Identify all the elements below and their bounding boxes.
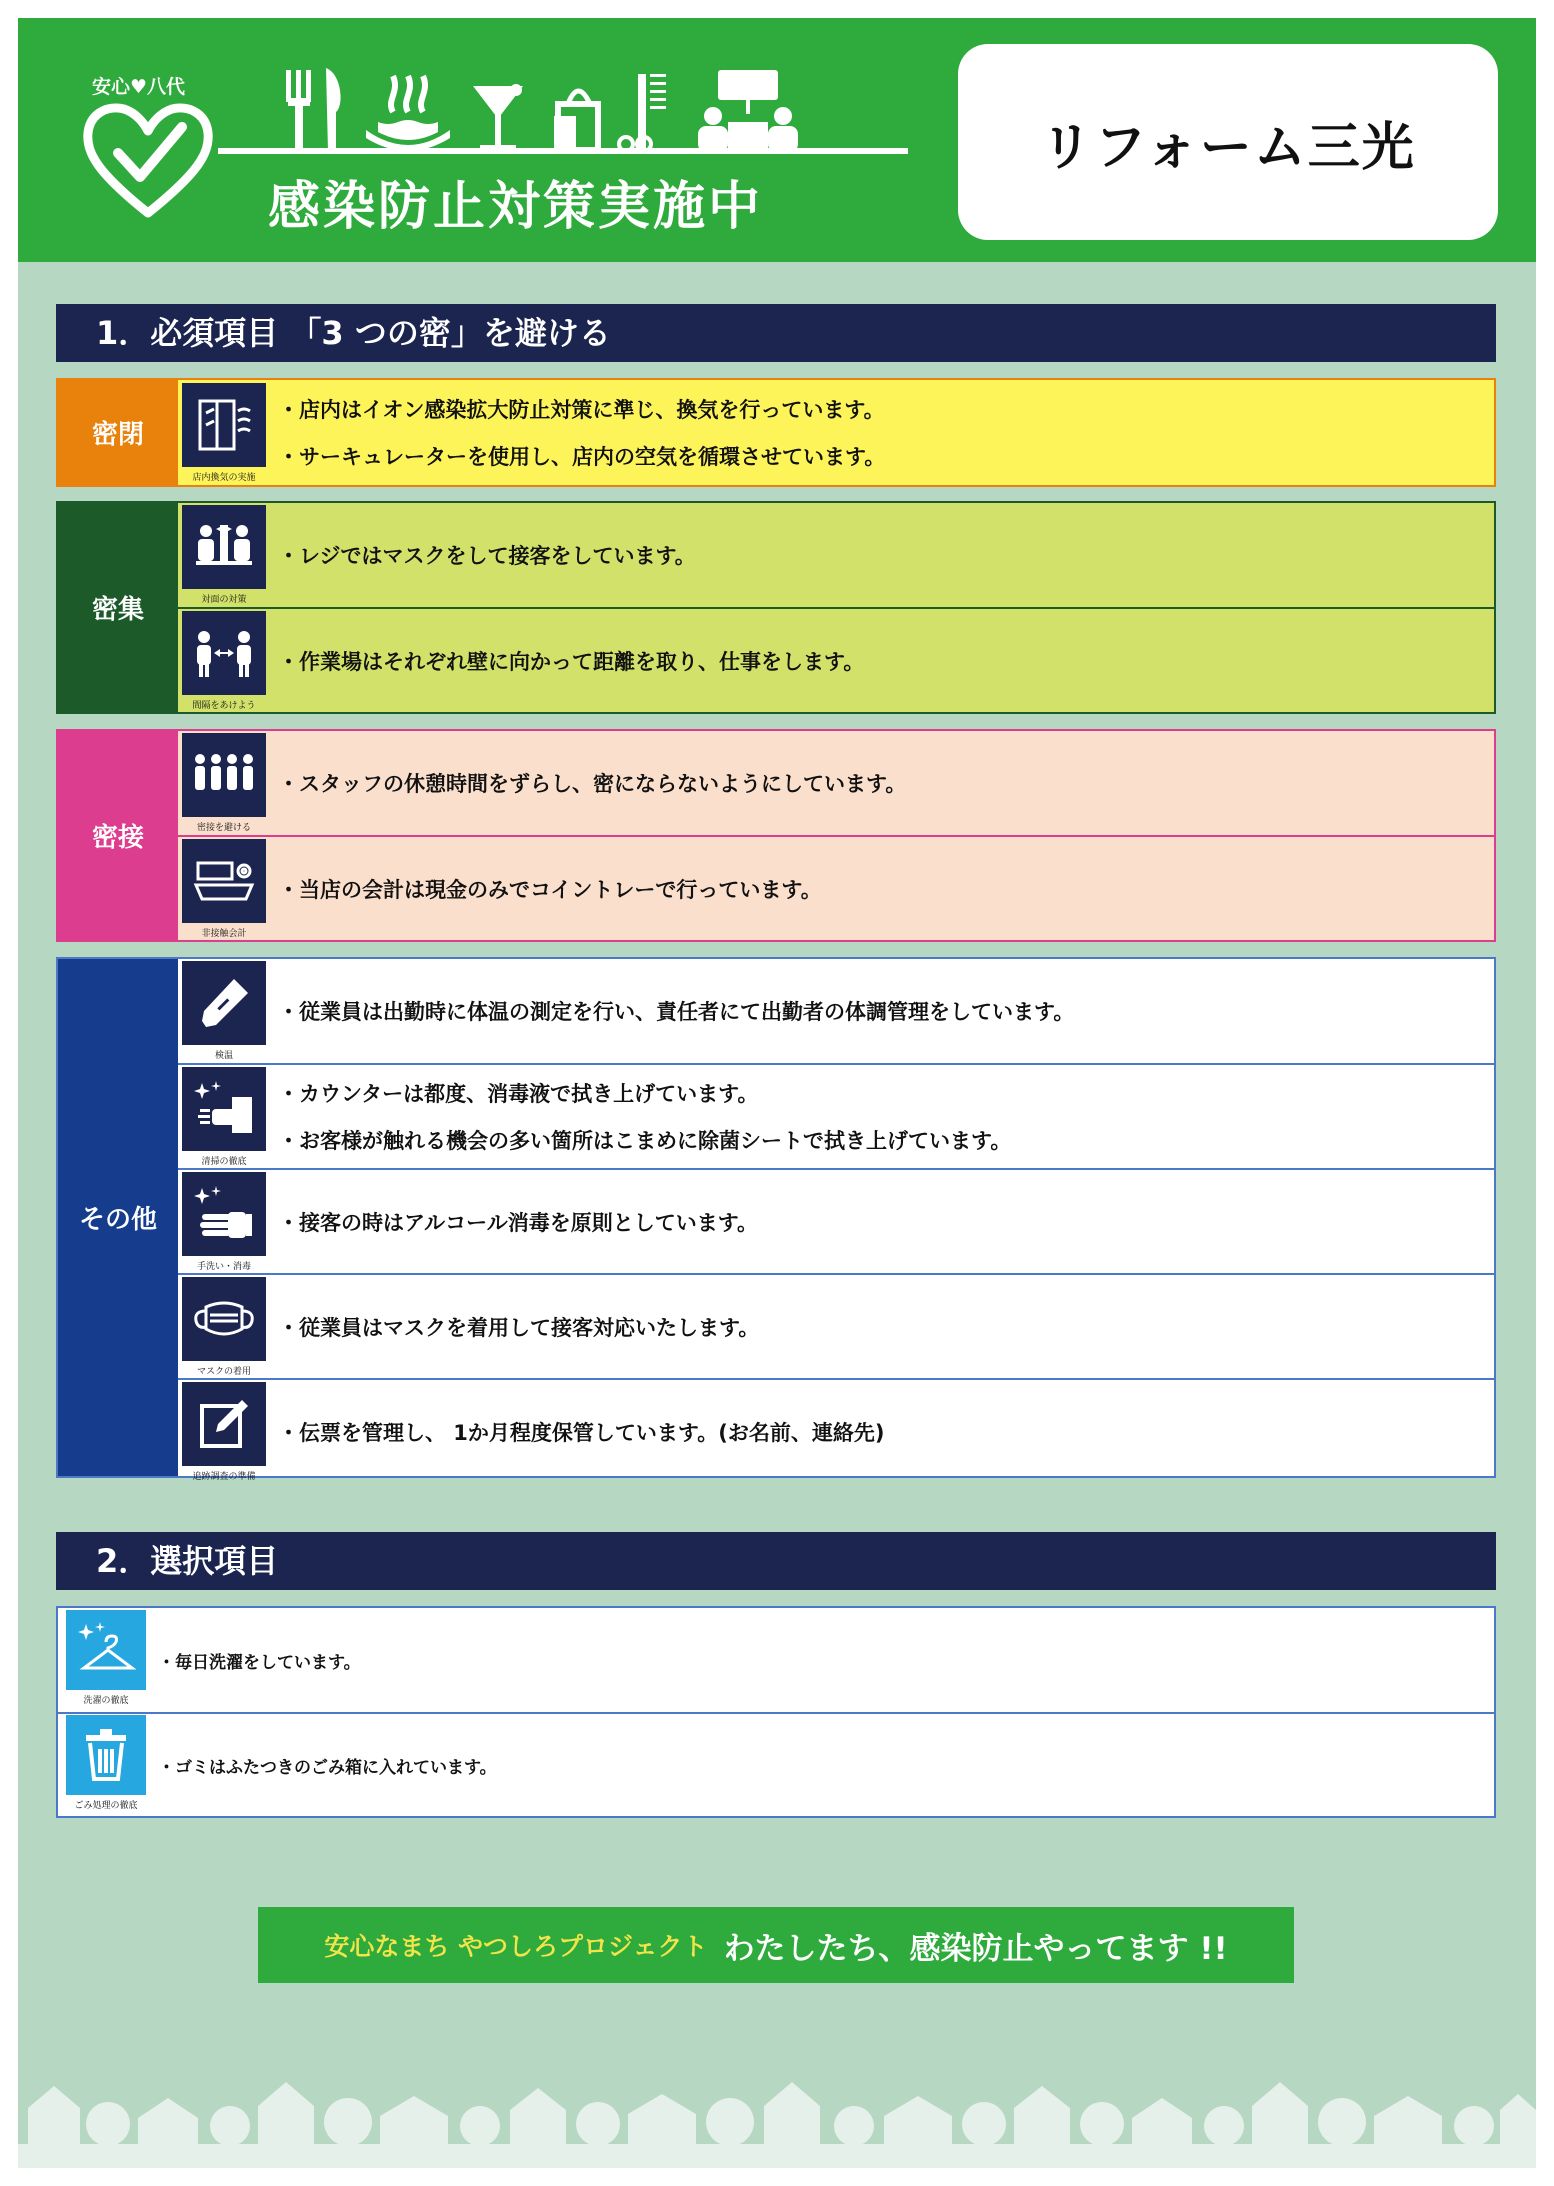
row-text — [278, 1078, 1011, 1155]
header — [18, 18, 1536, 262]
list-item — [178, 835, 1494, 940]
icon-cell — [180, 959, 268, 1063]
row-line: ・伝票を管理し、 1か月程度保管しています。(お名前、連絡先) — [278, 1420, 885, 1445]
trash-icon — [66, 1715, 146, 1795]
list-item — [58, 1712, 1494, 1816]
row-line: ・お客様が触れる機会の多い箇所はこまめに除菌シートで拭き上げています。 — [278, 1129, 1012, 1153]
list-item — [178, 1063, 1494, 1168]
store-name-box — [958, 44, 1498, 240]
icon-cell — [180, 1065, 268, 1169]
group-other — [56, 957, 1496, 1482]
row-line: ・接客の時はアルコール消毒を原則としています。 — [278, 1210, 759, 1235]
icon-cell — [180, 381, 268, 485]
banner-slogan: わたしたち、感染防止やってます !! — [723, 1930, 1228, 1967]
store-name: リフォーム三光 — [1040, 117, 1416, 178]
row-text — [278, 646, 864, 676]
icon-cell — [180, 1170, 268, 1274]
icon-cell — [64, 1713, 148, 1817]
icon-caption: 手洗い・消毒 — [196, 1261, 251, 1272]
ventilation-icon — [182, 383, 266, 467]
icon-caption: 店内換気の実施 — [192, 472, 256, 483]
row-line: ・従業員はマスクを着用して接客対応いたします。 — [278, 1315, 760, 1340]
icon-cell — [64, 1608, 148, 1712]
row-text — [278, 540, 696, 570]
logo-text: 安心♥八代 — [92, 76, 186, 98]
group-rows — [178, 959, 1494, 1482]
list-item — [178, 731, 1494, 835]
list-item — [58, 1608, 1494, 1712]
header-title: 感染防止対策実施中 — [268, 177, 764, 237]
list-item — [178, 1168, 1494, 1273]
group-missetsu — [56, 729, 1496, 942]
icon-caption: マスクの着用 — [196, 1366, 251, 1377]
icon-cell — [180, 1275, 268, 1379]
project-banner — [258, 1907, 1294, 1983]
mask-icon — [182, 1277, 266, 1361]
banner-project-name: 安心なまち やつしろプロジェクト — [324, 1932, 708, 1961]
row-line: ・レジではマスクをして接客をしています。 — [278, 544, 696, 568]
icon-caption: 間隔をあけよう — [192, 700, 256, 711]
icon-cell — [180, 1380, 268, 1484]
icon-cell — [180, 503, 268, 607]
row-text — [278, 996, 1074, 1026]
section2-heading: 2．選択項目 — [56, 1532, 1496, 1590]
icon-cell — [180, 609, 268, 713]
row-text — [278, 1207, 758, 1237]
row-line: ・作業場はそれぞれ壁に向かって距離を取り、仕事をします。 — [278, 649, 865, 674]
face-to-face-icon — [182, 505, 266, 589]
icon-caption: 清掃の徹底 — [201, 1156, 247, 1167]
group-mippei — [56, 378, 1496, 487]
category-label: 密閉 — [58, 380, 178, 485]
row-line: ・従業員は出勤時に体温の測定を行い、責任者にて出勤者の体調管理をしています。 — [278, 1000, 1075, 1024]
row-line: ・当店の会計は現金のみでコイントレーで行っています。 — [278, 877, 822, 902]
row-text — [278, 768, 906, 798]
group-rows — [178, 731, 1494, 940]
avoid-contact-icon — [182, 733, 266, 817]
icon-caption: 密接を避ける — [196, 823, 251, 833]
category-label: 密接 — [58, 731, 178, 940]
row-line: ・スタッフの休憩時間をずらし、密にならないようにしています。 — [278, 772, 907, 796]
group-rows — [178, 503, 1494, 712]
row-line: ・店内はイオン感染拡大防止対策に準じ、換気を行っています。 — [278, 398, 885, 422]
row-line: ・毎日洗濯をしています。 — [158, 1652, 361, 1673]
list-item — [178, 503, 1494, 607]
page — [18, 18, 1536, 2168]
row-text — [278, 874, 822, 904]
icon-caption: 対面の対策 — [201, 595, 247, 605]
icon-caption: ごみ処理の徹底 — [74, 1801, 138, 1811]
cash-tray-icon — [182, 839, 266, 923]
list-item — [178, 959, 1494, 1063]
row-text — [158, 1648, 361, 1673]
thermometer-icon — [182, 961, 266, 1045]
category-label: 密集 — [58, 503, 178, 712]
section1-heading: 1．必須項目 「3 つの密」を避ける — [56, 304, 1496, 362]
icon-caption: 検温 — [214, 1051, 233, 1061]
selection-list — [56, 1606, 1496, 1818]
icon-cell — [180, 731, 268, 835]
group-rows — [178, 380, 1494, 485]
row-line: ・カウンターは都度、消毒液で拭き上げています。 — [278, 1082, 759, 1106]
group-misshu — [56, 501, 1496, 714]
row-text — [278, 1417, 884, 1447]
icon-caption: 非接触会計 — [201, 928, 247, 939]
list-item — [178, 607, 1494, 712]
list-item — [178, 380, 1494, 485]
row-text — [278, 394, 885, 471]
row-text — [278, 1312, 759, 1342]
header-divider — [218, 148, 908, 154]
list-item — [178, 1273, 1494, 1378]
category-label: その他 — [58, 959, 178, 1476]
icon-caption: 追跡調査の準備 — [192, 1471, 256, 1482]
distance-icon — [182, 611, 266, 695]
row-line: ・ゴミはふたつきのごみ箱に入れています。 — [158, 1757, 497, 1778]
icon-caption: 洗濯の徹底 — [83, 1696, 129, 1706]
row-text — [158, 1753, 497, 1778]
cleaning-icon — [182, 1067, 266, 1151]
handwash-icon — [182, 1172, 266, 1256]
record-icon — [182, 1382, 266, 1466]
row-line: ・サーキュレーターを使用し、店内の空気を循環させています。 — [278, 445, 886, 469]
laundry-icon — [66, 1610, 146, 1690]
list-item — [178, 1378, 1494, 1483]
town-silhouette-decoration — [18, 2068, 1536, 2168]
business-category-icons — [258, 60, 858, 160]
icon-cell — [180, 837, 268, 941]
